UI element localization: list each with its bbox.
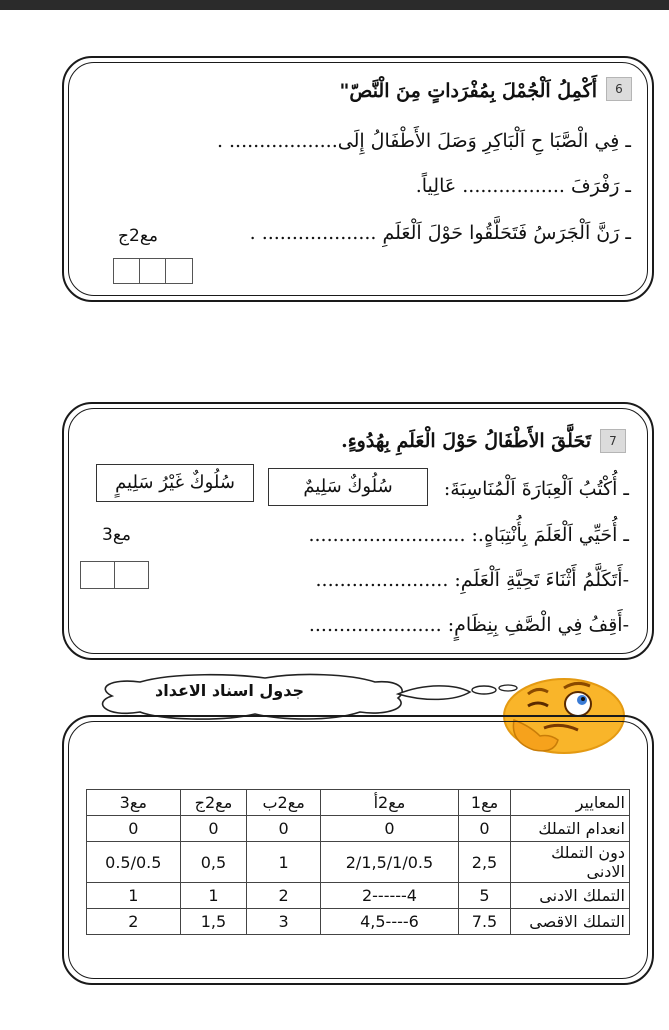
header-m2c: مع2ج: [180, 790, 247, 816]
exercise-6-title: أَكْمِلُ اَلْجُمْلَ بِمُفْرَداتٍ مِنَ الْنَّصّ": [339, 80, 597, 102]
table-cell: 2: [87, 909, 181, 935]
score-cell: [140, 259, 165, 283]
table-cell: 2: [247, 883, 321, 909]
exercise-6-number: 6: [606, 77, 632, 101]
table-cell: 2/1,5/1/0.5: [320, 842, 458, 883]
table-cell: 1: [247, 842, 321, 883]
table-row: [87, 883, 630, 909]
table-cell: 1: [180, 883, 247, 909]
table-cell: 4------2: [320, 883, 458, 909]
table-cell: 5: [459, 883, 511, 909]
header-m3: مع3: [87, 790, 181, 816]
option-wrong-behavior: سُلُوكٌ غَيْرُ سَلِيمٍ: [96, 464, 254, 502]
exercise-6-line-3: ـ رَنَّ اَلْجَرَسُ فَتَحَلَّقُوا حَوْلَ اَلْعَلَمِ ................... .: [249, 222, 631, 244]
table-cell: 0: [459, 816, 511, 842]
exercise-6-line-1: ـ فِي الْصَّبَا حِ اَلْبَاكِرِ وَصَلَ الأَطْفَالُ إِلَى.................. .: [216, 130, 631, 152]
table-cell: التملك الاقصى: [511, 909, 630, 935]
table-cell: دون التملك الادنى: [511, 842, 630, 883]
table-cell: 3: [247, 909, 321, 935]
exercise-7-score-grid: [80, 561, 149, 589]
exercise-6-score-grid: [113, 258, 193, 284]
table-row: [87, 909, 630, 935]
header-criteria: المعايير: [511, 790, 630, 816]
table-cell: 0: [180, 816, 247, 842]
table-row: [87, 816, 630, 842]
score-cell: [166, 259, 192, 283]
table-cell: 0.5/0.5: [87, 842, 181, 883]
grading-table: [86, 789, 630, 935]
exercise-7-title: تَحَلَّقَ الأَطْفَالُ حَوْلَ الْعَلَمِ بِهُدُوءٍ.: [341, 430, 591, 452]
table-cell: 1,5: [180, 909, 247, 935]
table-cell: 7.5: [459, 909, 511, 935]
table-cell: 0: [320, 816, 458, 842]
table-cell: 2,5: [459, 842, 511, 883]
table-cell: 0: [87, 816, 181, 842]
table-cell: 6----4,5: [320, 909, 458, 935]
exercise-7-criterion-code: مع3: [102, 525, 131, 545]
top-border: [0, 0, 669, 10]
score-cell: [114, 259, 140, 283]
exercise-7-line-1: ـ أُحَيِّي اَلْعَلَمَ بِأُنْتِبَاهٍ.: ..........................: [308, 524, 629, 546]
exercise-7-line-2: -أَتَكَلَّمُ أَثْنَاءَ تَحِيَّةِ اَلْعَلَمِ: ......................: [315, 569, 629, 591]
table-cell: التملك الادنى: [511, 883, 630, 909]
exercise-6-line-2: ـ رَفْرَفَ ................. عَالِياً.: [415, 175, 631, 197]
exercise-7-instruction: ـ أُكْتُبُ اَلْعِبَارَةَ اَلْمُنَاسِبَةَ:: [443, 478, 629, 500]
table-cell: 0: [247, 816, 321, 842]
score-cell: [81, 562, 115, 588]
exercise-7-number: 7: [600, 429, 626, 453]
exercise-6-criterion-code: مع2ج: [118, 226, 158, 246]
table-cell: 0,5: [180, 842, 247, 883]
table-cell: انعدام التملك: [511, 816, 630, 842]
score-cell: [115, 562, 148, 588]
header-m1: مع1: [459, 790, 511, 816]
header-m2b: مع2ب: [247, 790, 321, 816]
grading-table-title: جدول اسناد الاعداد: [155, 681, 304, 700]
table-cell: 1: [87, 883, 181, 909]
header-m2a: مع2أ: [320, 790, 458, 816]
table-row: [87, 842, 630, 883]
option-correct-behavior: سُلُوكٌ سَلِيمٌ: [268, 468, 428, 506]
table-header-row: [87, 790, 630, 816]
exercise-7-line-3: -أَقِفُ فِي الْصَّفِ بِنِظَامٍ: ......................: [308, 614, 629, 636]
